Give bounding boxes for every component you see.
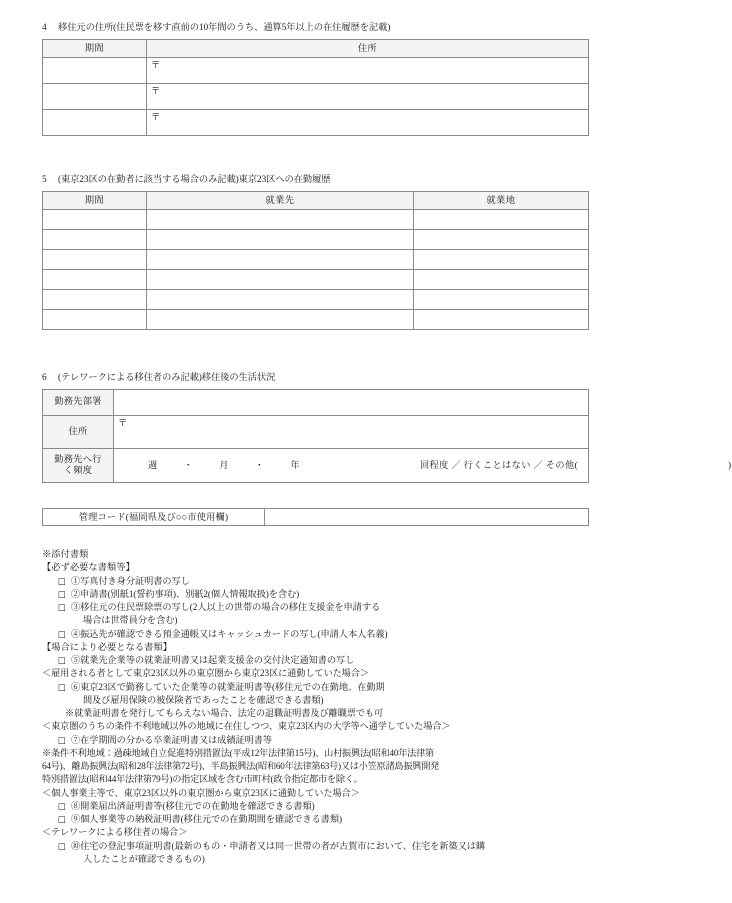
attachment-item-label: ⑩住宅の登記事項証明書(最新のもの・申請者又は同一世帯の者が古賀市において、住宅を新築又は購 [71,840,486,851]
attachment-item[interactable] [42,734,590,747]
table-header-row [43,39,589,57]
section-5-title: (東京23区の在勤者に該当する場合のみ記載)東京23区への在勤履歴 [58,175,331,185]
attachment-law-note [42,747,590,787]
law-note-line: ※条件不利地域：過疎地域自立促進特別措置法(平成12年法律第15号)、山村振興法(昭和40年法律第 [42,747,434,758]
attachment-subnote: ※就業証明書を発行してもらえない場合、法定の退職証明書及び離職票でも可 [65,708,384,718]
checkbox-icon[interactable]: □ [58,840,66,851]
table-row[interactable] [43,249,589,269]
checkbox-icon[interactable]: □ [58,814,66,824]
cell-worklocation[interactable] [414,269,589,289]
section-6 [42,372,732,483]
cell-employer[interactable] [147,289,414,309]
table-row[interactable] [43,57,589,83]
cell-worklocation[interactable] [414,209,589,229]
cell-period[interactable] [43,269,147,289]
cell-period[interactable] [43,309,147,329]
table-header-row [43,191,589,209]
freq-option-month[interactable]: 月 [219,459,229,470]
checkbox-icon[interactable]: □ [58,655,66,665]
attachment-item-continuation: 間及び雇用保険の被保険者であったことを確認できる書類) [83,694,324,705]
cell-address[interactable] [147,83,589,109]
checkbox-icon[interactable]: □ [58,734,66,745]
attachment-condition-note: ＜雇用される者として東京23区以外の東京圏から東京23区に通勤していた場合＞ [42,668,369,679]
label-workplace-dept: 勤務先部署 [43,389,114,415]
attachments-group-heading: 【必ず必要な書類等】 [42,562,135,573]
attachments-title: ※添付書類 [42,549,89,559]
table-row-address[interactable] [43,415,589,448]
section-4 [42,22,588,136]
attachment-item-label: ②申請書(別紙1(誓約事項)、別紙2(個人情報取扱)を含む) [71,588,300,599]
table-row[interactable] [43,209,589,229]
cell-frequency[interactable] [114,448,732,482]
attachment-item-continuation: 入したことが確認できるもの) [83,853,205,864]
attachment-item[interactable] [42,813,590,826]
management-code-block [42,508,588,526]
table-row[interactable] [43,309,589,329]
cell-address[interactable] [114,415,589,448]
checkbox-icon[interactable]: □ [58,681,66,692]
management-code-table [42,508,589,526]
cell-period[interactable] [43,229,147,249]
attachment-item[interactable] [42,840,590,853]
label-address: 住所 [43,415,114,448]
checkbox-icon[interactable]: □ [58,602,66,612]
cell-worklocation[interactable] [414,289,589,309]
column-header-period: 期間 [43,39,147,57]
section-5 [42,174,588,330]
attachment-item-label: ④振込先が確認できる預金通帳又はキャッシュカードの写し(申請人本人名義) [71,628,388,639]
attachment-item-label: ⑨個人事業等の納税証明書(移住元での在勤期間を確認できる書類) [71,814,343,824]
table-row[interactable] [43,269,589,289]
column-header-address: 住所 [147,39,589,57]
section-6-number: 6 [42,373,47,383]
postal-mark-icon: 〒 [151,59,161,70]
table-row-frequency[interactable] [43,448,589,482]
attachment-item[interactable] [42,575,590,588]
label-frequency-line2: く頻度 [63,465,93,476]
table-row-workplace-dept[interactable] [43,389,589,415]
cell-period[interactable] [43,209,147,229]
checkbox-icon[interactable]: □ [58,575,66,586]
cell-employer[interactable] [147,209,414,229]
postal-mark-icon: 〒 [118,417,128,428]
freq-option-text: 回程度 ／ 行くことはない ／ その他( [419,459,579,470]
frequency-options [114,459,732,471]
column-header-period: 期間 [43,191,147,209]
section-6-title: (テレワークによる移住者のみ記載)移住後の生活状況 [58,373,276,383]
attachments-group-heading: 【場合により必要となる書類】 [42,641,173,652]
attachment-condition-note: ＜東京圏のうちの条件不利地域以外の地域に在住しつつ、東京23区内の大学等へ通学していた場合＞ [42,721,451,732]
attachment-item-label: ⑦在学期間の分かる卒業証明書又は成績証明書等 [71,734,273,745]
freq-option-year[interactable]: 年 [290,459,300,470]
checkbox-icon[interactable]: □ [58,628,66,639]
attachment-item-label: ③移住元の住民票除票の写し(2人以上の世帯の場合の移住支援金を申請する [71,602,381,612]
cell-address[interactable] [147,57,589,83]
checkbox-icon[interactable]: □ [58,800,66,811]
attachment-item[interactable] [42,628,590,641]
section-4-table [42,39,589,136]
attachment-item[interactable] [42,681,590,694]
cell-worklocation[interactable] [414,249,589,269]
column-header-employer: 就業先 [147,191,414,209]
label-frequency [43,448,114,482]
cell-employer[interactable] [147,269,414,289]
cell-period[interactable] [43,57,147,83]
table-row[interactable] [43,83,589,109]
cell-employer[interactable] [147,249,414,269]
cell-address[interactable] [147,109,589,135]
section-5-table [42,191,589,330]
freq-option-week[interactable]: 週 [148,459,158,470]
attachment-item-label: ⑥東京23区で勤務していた企業等の就業証明書等(移住元での在勤地、在勤期 [71,681,385,692]
freq-close-paren: ) [728,459,732,470]
postal-mark-icon: 〒 [151,111,161,122]
attachment-item-label: ①写真付き身分証明書の写し [71,575,190,586]
attachment-item[interactable] [42,601,590,614]
checkbox-icon[interactable]: □ [58,588,66,599]
cell-period[interactable] [43,109,147,135]
postal-mark-icon: 〒 [151,85,161,96]
section-4-heading [42,22,588,35]
cell-period[interactable] [43,289,147,309]
table-row[interactable] [43,109,589,135]
freq-sep-1: ・ [183,459,194,470]
management-code-value[interactable] [265,509,589,526]
attachment-item[interactable] [42,588,590,601]
cell-worklocation[interactable] [414,229,589,249]
table-row[interactable] [43,289,589,309]
cell-period[interactable] [43,83,147,109]
table-row[interactable] [43,229,589,249]
attachment-item[interactable] [42,654,590,667]
cell-worklocation[interactable] [414,309,589,329]
law-note-line: 特別措置法(昭和44年法律第79号)の指定区域を含む市町村(政令指定都市を除く。 [42,774,363,785]
section-4-number: 4 [42,23,47,33]
cell-workplace-dept[interactable] [114,389,589,415]
attachment-item-continuation: 場合は世帯員分を含む) [83,615,178,626]
attachment-condition-note: ＜個人事業主等で、東京23区以外の東京圏から東京23区に通勤していた場合＞ [42,787,360,798]
section-4-title: 移住元の住所(住民票を移す直前の10年間のうち、通算5年以上の在住履歴を記載) [58,23,391,33]
attachment-item[interactable] [42,800,590,813]
management-code-label: 管理コード(福岡県及び○○市使用欄) [43,509,265,526]
cell-period[interactable] [43,249,147,269]
section-6-heading [42,372,588,385]
section-6-table [42,389,732,483]
attachments-section [42,548,590,866]
column-header-worklocation: 就業地 [414,191,589,209]
table-row[interactable] [43,509,589,526]
section-5-heading [42,174,588,187]
cell-employer[interactable] [147,309,414,329]
freq-sep-2: ・ [254,459,265,470]
attachment-item-label: ⑤就業先企業等の就業証明書又は起業支援金の交付決定通知書の写し [71,655,355,665]
cell-employer[interactable] [147,229,414,249]
attachment-condition-note: ＜テレワークによる移住者の場合＞ [42,827,188,838]
law-note-line: 64号)、離島振興法(昭和28年法律第72号)、半島振興法(昭和60年法律第63号)又は小笠原諸島振興開発 [42,761,440,771]
section-5-number: 5 [42,175,47,185]
label-frequency-line1: 勤務先へ行 [54,453,102,464]
attachment-item-label: ⑧開業届出済証明書等(移住元での在勤地を確認できる書類) [71,800,315,811]
